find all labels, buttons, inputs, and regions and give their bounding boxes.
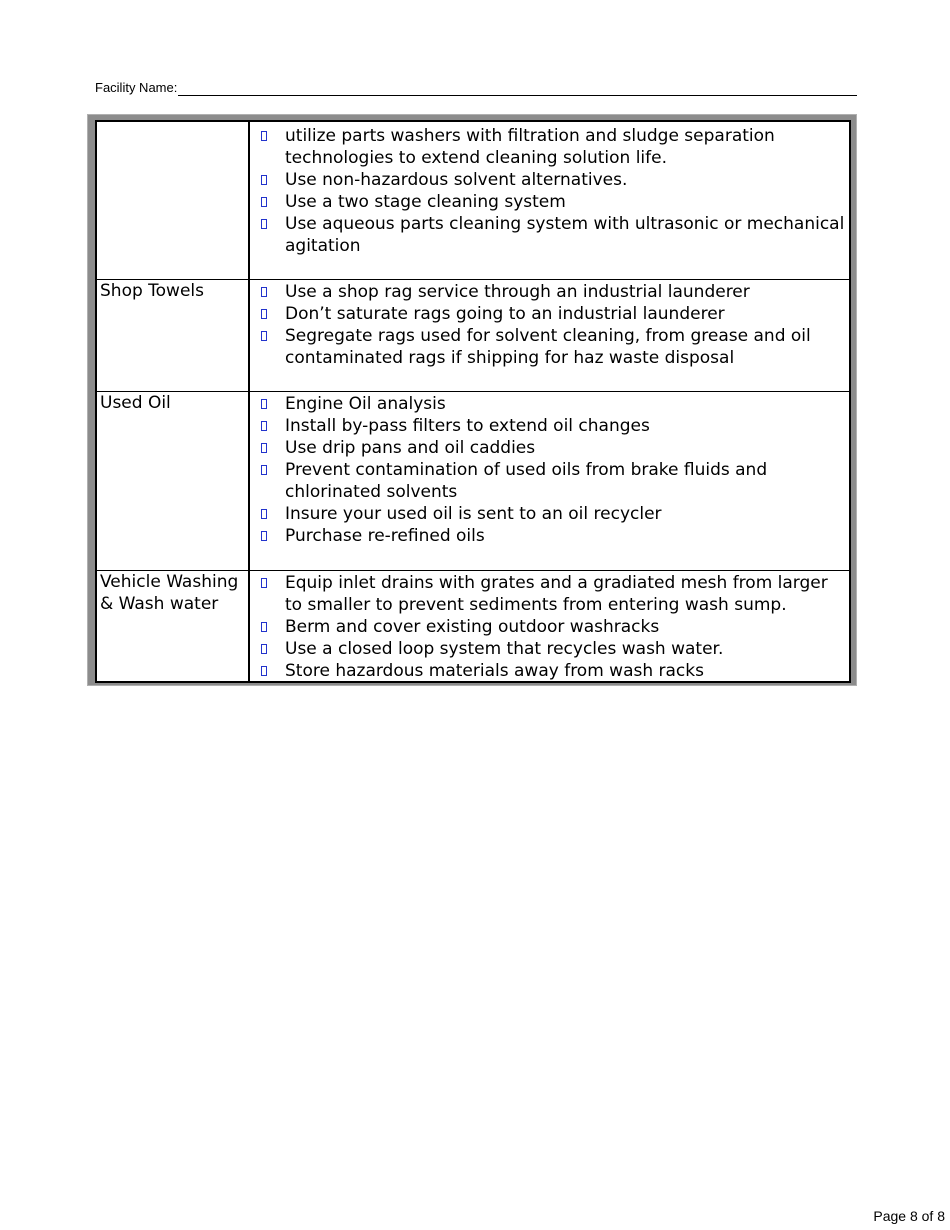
facility-name-field (95, 80, 857, 96)
checkbox-bullet-icon (261, 666, 267, 676)
list-item: Engine Oil analysis (250, 393, 849, 415)
table-row (97, 570, 849, 682)
checkbox-bullet-icon (261, 197, 267, 207)
category-cell (97, 122, 249, 279)
page-number: Page 8 of 8 (873, 1208, 945, 1224)
pollution-prevention-table (97, 122, 849, 682)
facility-name-label: Facility Name: (95, 80, 178, 95)
checkbox-bullet-icon (261, 287, 267, 297)
list-item: Use non-hazardous solvent alternatives. (250, 169, 849, 191)
checkbox-bullet-icon (261, 443, 267, 453)
list-item: Equip inlet drains with grates and a gradiated mesh from larger to smaller to prevent sediments from entering wash sump. (250, 572, 849, 616)
list-item: Purchase re-refined oils (250, 525, 849, 547)
table-row (97, 279, 849, 391)
table-frame (87, 114, 857, 686)
list-item: Segregate rags used for solvent cleaning, from grease and oil contaminated rags if shipping for haz waste disposal (250, 325, 849, 369)
checkbox-bullet-icon (261, 331, 267, 341)
bullet-list (250, 572, 849, 682)
table-inner (95, 120, 851, 683)
category-cell: Vehicle Washing & Wash water (97, 570, 249, 682)
list-item: Use drip pans and oil caddies (250, 437, 849, 459)
checkbox-bullet-icon (261, 509, 267, 519)
list-item: Use a shop rag service through an industrial launderer (250, 281, 849, 303)
items-cell (249, 279, 849, 391)
bullet-list (250, 281, 849, 369)
checkbox-bullet-icon (261, 399, 267, 409)
checkbox-bullet-icon (261, 421, 267, 431)
list-item: Don’t saturate rags going to an industrial launderer (250, 303, 849, 325)
bullet-list (250, 393, 849, 547)
list-item: Store hazardous materials away from wash racks (250, 660, 849, 682)
checkbox-bullet-icon (261, 219, 267, 229)
list-item: Install by-pass filters to extend oil changes (250, 415, 849, 437)
category-cell: Shop Towels (97, 279, 249, 391)
category-cell: Used Oil (97, 391, 249, 570)
checkbox-bullet-icon (261, 175, 267, 185)
items-cell (249, 391, 849, 570)
items-cell (249, 570, 849, 682)
bullet-list (250, 125, 849, 257)
table-row (97, 391, 849, 570)
items-cell (249, 122, 849, 279)
list-item: Use aqueous parts cleaning system with ultrasonic or mechanical agitation (250, 213, 849, 257)
checkbox-bullet-icon (261, 131, 267, 141)
table-row (97, 122, 849, 279)
list-item: Berm and cover existing outdoor washracks (250, 616, 849, 638)
checkbox-bullet-icon (261, 644, 267, 654)
checkbox-bullet-icon (261, 465, 267, 475)
checkbox-bullet-icon (261, 531, 267, 541)
list-item: Use a two stage cleaning system (250, 191, 849, 213)
checkbox-bullet-icon (261, 309, 267, 319)
list-item: Use a closed loop system that recycles wash water. (250, 638, 849, 660)
checkbox-bullet-icon (261, 578, 267, 588)
list-item: utilize parts washers with filtration and sludge separation technologies to extend cleaning solution life. (250, 125, 849, 169)
list-item: Insure your used oil is sent to an oil recycler (250, 503, 849, 525)
list-item: Prevent contamination of used oils from brake fluids and chlorinated solvents (250, 459, 849, 503)
facility-name-underline (178, 82, 857, 96)
checkbox-bullet-icon (261, 622, 267, 632)
